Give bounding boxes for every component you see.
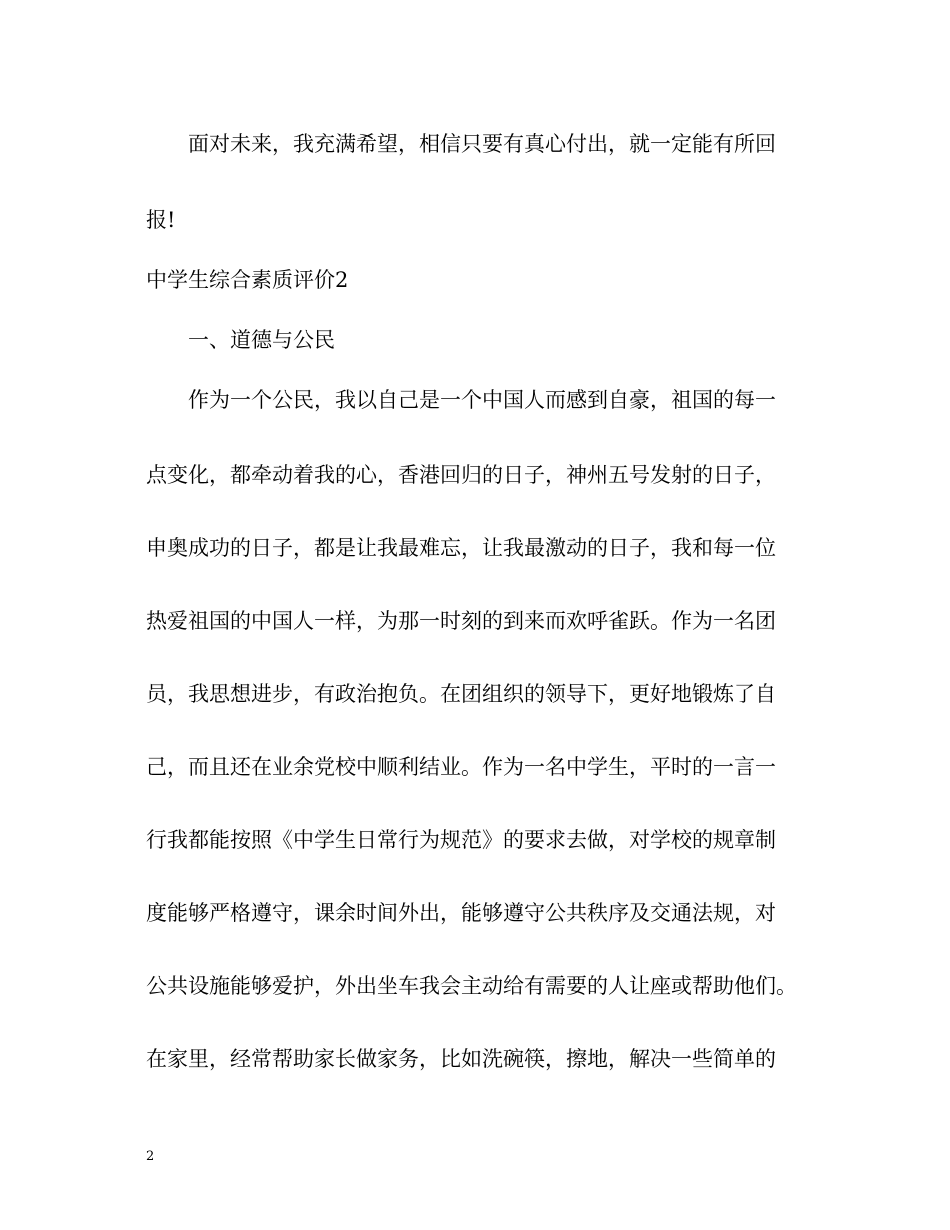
page-number: 2 bbox=[146, 1149, 155, 1164]
paragraph-line-6: 点变化，都牵动着我的心，香港回归的日子，神州五号发射的日子， bbox=[146, 463, 776, 487]
paragraph-line-14: 在家里，经常帮助家长做家务，比如洗碗筷，擦地，解决一些简单的 bbox=[146, 1047, 776, 1071]
paragraph-line-12: 度能够严格遵守，课余时间外出，能够遵守公共秩序及交通法规，对 bbox=[146, 901, 776, 925]
paragraph-line-10: 己，而且还在业余党校中顺利结业。作为一名中学生，平时的一言一 bbox=[146, 755, 776, 779]
subsection-heading: 一、道德与公民 bbox=[188, 328, 335, 352]
paragraph-line-5: 作为一个公民，我以自己是一个中国人而感到自豪，祖国的每一 bbox=[188, 388, 776, 412]
paragraph-line-9: 员，我思想进步，有政治抱负。在团组织的领导下，更好地锻炼了自 bbox=[146, 682, 776, 706]
paragraph-line-8: 热爱祖国的中国人一样，为那一时刻的到来而欢呼雀跃。作为一名团 bbox=[146, 609, 776, 633]
paragraph-line-1: 面对未来，我充满希望，相信只要有真心付出，就一定能有所回 bbox=[188, 132, 776, 156]
paragraph-line-11: 行我都能按照《中学生日常行为规范》的要求去做，对学校的规章制 bbox=[146, 828, 776, 852]
paragraph-line-13: 公共设施能够爱护，外出坐车我会主动给有需要的人让座或帮助他们。 bbox=[146, 974, 797, 998]
section-heading: 中学生综合素质评价2 bbox=[146, 268, 349, 292]
paragraph-line-2: 报! bbox=[146, 208, 176, 232]
paragraph-line-7: 申奥成功的日子，都是让我最难忘，让我最激动的日子，我和每一位 bbox=[146, 536, 776, 560]
